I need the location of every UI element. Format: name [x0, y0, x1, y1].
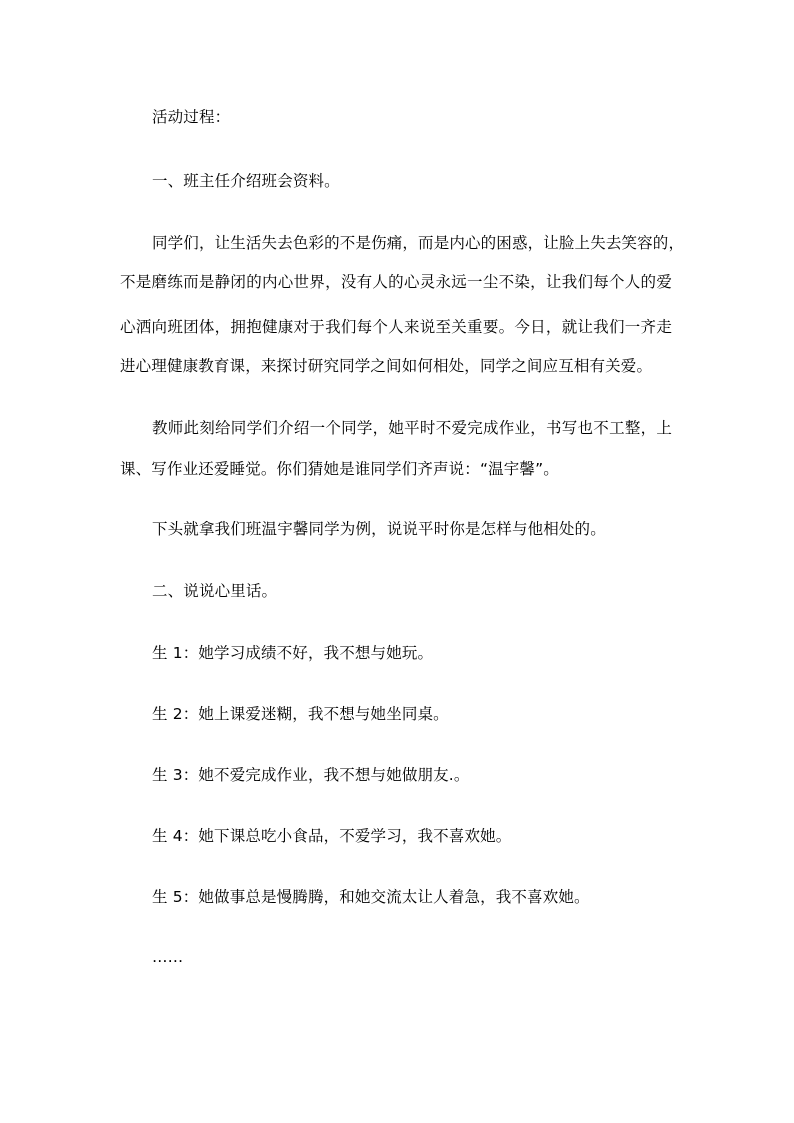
student-line-2: 生 2：她上课爱迷糊，我不想与她坐同桌。 — [152, 705, 449, 723]
section-2-title: 二、说说心里话。 — [152, 582, 278, 600]
paragraph-1-line-4: 进心理健康教育课，来探讨研究同学之间如何相处，同学之间应互相有关爱。 — [120, 357, 653, 375]
student-line-5: 生 5：她做事总是慢腾腾，和她交流太让人着急，我不喜欢她。 — [152, 888, 590, 906]
student-line-3: 生 3：她不爱完成作业，我不想与她做朋友.。 — [152, 766, 470, 784]
paragraph-2-line-1: 教师此刻给同学们介绍一个同学，她平时不爱完成作业，书写也不工整，上 — [152, 419, 672, 437]
paragraph-1-line-1: 同学们，让生活失去色彩的不是伤痛，而是内心的困惑，让脸上失去笑容的， — [152, 234, 685, 252]
ellipsis: …… — [152, 948, 184, 966]
student-line-4: 生 4：她下课总吃小食品，不爱学习，我不喜欢她。 — [152, 827, 512, 845]
paragraph-1-line-3: 心洒向班团体，拥抱健康对于我们每个人来说至关重要。今日，就让我们一齐走 — [120, 318, 672, 336]
paragraph-1-line-2: 不是磨练而是静闭的内心世界，没有人的心灵永远一尘不染，让我们每个人的爱 — [120, 273, 672, 291]
paragraph-2-line-2: 课、写作业还爱睡觉。你们猜她是谁同学们齐声说：“温宇馨”。 — [120, 460, 559, 478]
section-1-title: 一、班主任介绍班会资料。 — [152, 172, 340, 190]
activity-process-heading: 活动过程： — [152, 108, 231, 126]
paragraph-3: 下头就拿我们班温宇馨同学为例，说说平时你是怎样与他相处的。 — [152, 520, 606, 538]
student-line-1: 生 1：她学习成绩不好，我不想与她玩。 — [152, 644, 434, 662]
